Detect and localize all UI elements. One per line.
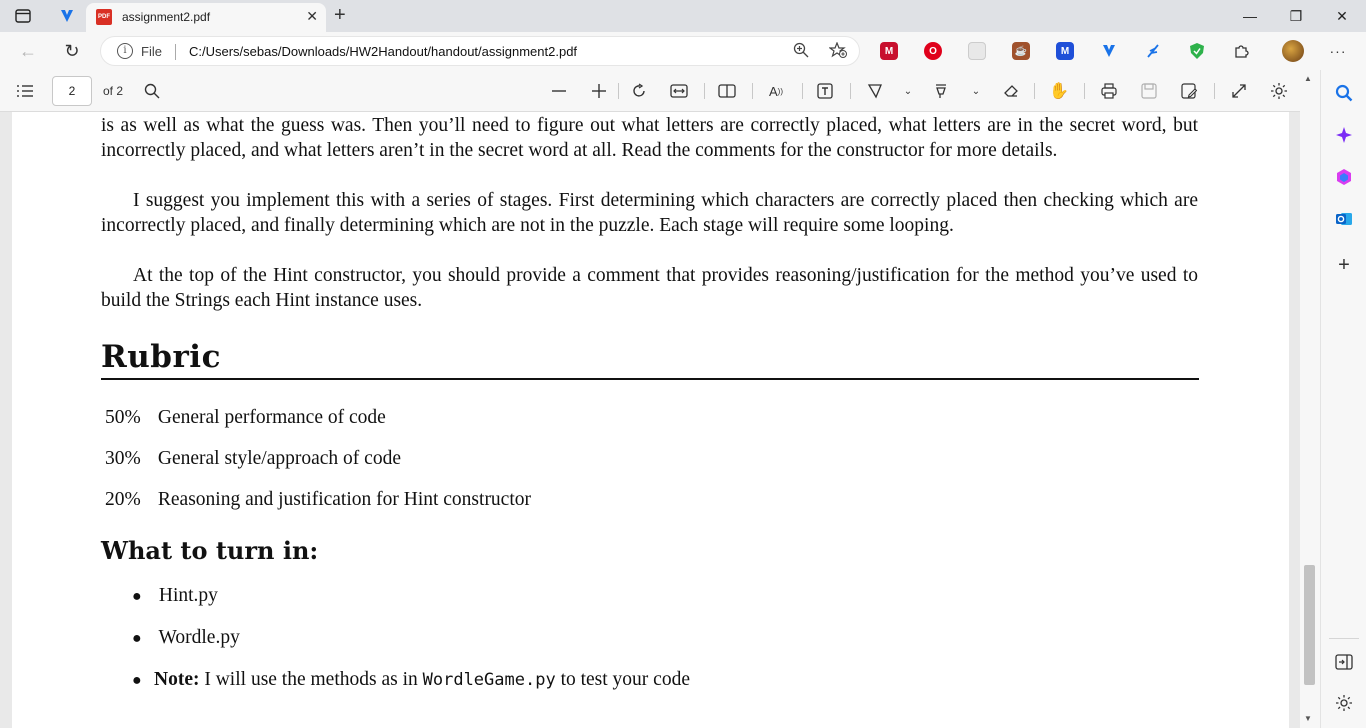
paragraph-2: I suggest you implement this with a series of stages. First determining which characters are correctly placed then checking which are incorrectly placed, and finally determining which are not in the puzzle. Each stage will require some looping. bbox=[101, 190, 1198, 236]
add-sidebar-app-icon[interactable]: + bbox=[1338, 253, 1350, 276]
address-bar[interactable] bbox=[100, 36, 860, 66]
mcafee-extension-icon[interactable]: M bbox=[880, 42, 898, 60]
tab-strip bbox=[0, 0, 1366, 32]
tab-close-icon[interactable]: ✕ bbox=[306, 8, 318, 24]
sidebar-divider bbox=[1329, 638, 1359, 639]
scroll-down-arrow-icon[interactable]: ▼ bbox=[1304, 714, 1312, 723]
close-window-button[interactable]: ✕ bbox=[1336, 8, 1348, 24]
refresh-button[interactable]: ↻ bbox=[64, 40, 80, 61]
paragraph-3: At the top of the Hint constructor, you should provide a comment that provides reasoning/justification for the method you’ve used to build the Strings each Hint instance uses. bbox=[101, 265, 1198, 311]
shield-v-icon bbox=[59, 8, 75, 24]
extension-generic-icon[interactable] bbox=[968, 42, 986, 60]
coffee-extension-icon[interactable]: ☕ bbox=[1012, 42, 1030, 60]
scrollbar-thumb[interactable] bbox=[1304, 565, 1315, 685]
rubric-item bbox=[105, 448, 401, 470]
rubric-item bbox=[105, 407, 386, 429]
page-number-input[interactable]: 2 bbox=[52, 76, 92, 106]
tab-title: assignment2.pdf bbox=[122, 10, 211, 24]
adblock-shield-icon[interactable] bbox=[1188, 42, 1206, 60]
vertical-scrollbar[interactable] bbox=[1300, 70, 1320, 728]
list-item bbox=[132, 585, 218, 607]
add-text-icon[interactable] bbox=[814, 81, 836, 101]
pdf-viewport[interactable] bbox=[0, 112, 1320, 728]
list-item-text: Hint.py bbox=[158, 585, 218, 606]
touch-write-icon: ✋ bbox=[1049, 83, 1069, 100]
page-view-icon[interactable] bbox=[716, 81, 738, 101]
erase-icon[interactable] bbox=[1000, 81, 1022, 101]
toolbar-divider bbox=[850, 83, 851, 99]
info-icon[interactable]: i bbox=[117, 43, 133, 59]
outlook-icon[interactable] bbox=[1333, 208, 1355, 230]
rotate-icon[interactable] bbox=[628, 81, 650, 101]
pdf-page bbox=[12, 112, 1289, 728]
toolbar-divider bbox=[752, 83, 753, 99]
toolbar-divider bbox=[1034, 83, 1035, 99]
scheme-label: File bbox=[141, 44, 162, 59]
pdf-toolbar bbox=[0, 70, 1320, 112]
edge-sidebar bbox=[1320, 70, 1366, 728]
toolbar-divider bbox=[618, 83, 619, 99]
contents-list-icon[interactable] bbox=[14, 81, 36, 101]
bullet-icon: ● bbox=[132, 672, 142, 689]
bullet-icon: ● bbox=[132, 630, 142, 647]
tab-actions-icon bbox=[15, 9, 31, 23]
list-item-note bbox=[132, 669, 690, 691]
address-bar-row bbox=[0, 32, 1366, 70]
rubric-text: General style/approach of code bbox=[157, 448, 401, 469]
rubric-percent: 30% bbox=[105, 448, 141, 469]
toolbar-divider bbox=[1214, 83, 1215, 99]
profile-avatar[interactable] bbox=[1282, 40, 1304, 62]
rubric-heading: Rubric bbox=[101, 339, 221, 375]
active-tab[interactable] bbox=[86, 3, 326, 32]
read-aloud-icon[interactable]: A )) bbox=[769, 83, 783, 99]
note-text-after: to test your code bbox=[555, 669, 690, 690]
settings-gear-icon[interactable] bbox=[1268, 81, 1290, 101]
save-as-icon[interactable] bbox=[1178, 81, 1200, 101]
feather-extension-icon[interactable] bbox=[1144, 42, 1162, 60]
sidebar-settings-gear-icon[interactable] bbox=[1333, 692, 1355, 714]
sidebar-search-icon[interactable] bbox=[1333, 82, 1355, 104]
minimize-button[interactable]: — bbox=[1243, 8, 1257, 24]
rubric-percent: 20% bbox=[105, 489, 141, 510]
note-code: WordleGame.py bbox=[422, 670, 556, 690]
zoom-in-icon[interactable] bbox=[588, 81, 610, 101]
maximize-button[interactable]: ❐ bbox=[1289, 8, 1303, 24]
rubric-item bbox=[105, 489, 531, 511]
print-icon[interactable] bbox=[1098, 81, 1120, 101]
zoom-out-icon[interactable] bbox=[548, 81, 570, 101]
page-count-label: of 2 bbox=[103, 84, 124, 98]
highlight-icon[interactable] bbox=[930, 81, 952, 101]
save-icon bbox=[1138, 81, 1160, 101]
tab-actions-button[interactable] bbox=[10, 4, 36, 28]
list-item-text: Wordle.py bbox=[158, 627, 240, 648]
scroll-up-arrow-icon[interactable]: ▲ bbox=[1304, 74, 1312, 83]
new-tab-button[interactable]: + bbox=[334, 4, 346, 26]
toolbar-divider bbox=[802, 83, 803, 99]
back-button[interactable]: ← bbox=[19, 40, 37, 61]
hide-sidebar-icon[interactable] bbox=[1333, 651, 1355, 673]
paragraph-1: is as well as what the guess was. Then you’ll need to figure out what letters are correctly placed, what letters are in the secret word, but incorrectly placed, and what letters aren’t in the secret word at all. Read the comments for the constructor for more details. bbox=[101, 115, 1198, 161]
note-text-before: I will use the methods as in bbox=[199, 669, 423, 690]
expand-icon[interactable] bbox=[1228, 81, 1250, 101]
highlight-dropdown-chevron-icon[interactable]: ⌄ bbox=[971, 85, 981, 97]
draw-dropdown-chevron-icon[interactable]: ⌄ bbox=[903, 85, 913, 97]
address-divider bbox=[175, 44, 176, 60]
bullet-icon: ● bbox=[132, 588, 142, 605]
fit-width-icon[interactable] bbox=[668, 81, 690, 101]
extensions-puzzle-icon[interactable] bbox=[1232, 42, 1250, 60]
find-search-icon[interactable] bbox=[142, 81, 162, 101]
turn-in-heading: What to turn in: bbox=[101, 536, 319, 565]
copilot-sparkle-icon[interactable] bbox=[1333, 124, 1355, 146]
rubric-percent: 50% bbox=[105, 407, 141, 428]
more-menu-button[interactable]: ··· bbox=[1329, 43, 1347, 59]
list-item bbox=[132, 627, 240, 649]
section-rule bbox=[101, 378, 1199, 380]
url-text[interactable]: C:/Users/sebas/Downloads/HW2Handout/handout/assignment2.pdf bbox=[189, 44, 578, 59]
zoom-icon[interactable] bbox=[793, 42, 809, 62]
microsoft365-icon[interactable] bbox=[1333, 166, 1355, 188]
vpn-extension-button[interactable] bbox=[54, 4, 80, 28]
draw-icon[interactable] bbox=[864, 81, 886, 101]
vpn-v-extension-icon[interactable] bbox=[1100, 42, 1118, 60]
malwarebytes-extension-icon[interactable]: M bbox=[1056, 42, 1074, 60]
add-favorite-icon[interactable] bbox=[829, 42, 847, 62]
rubric-text: Reasoning and justification for Hint constructor bbox=[157, 489, 532, 510]
toolbar-divider bbox=[704, 83, 705, 99]
rubric-text: General performance of code bbox=[157, 407, 386, 428]
pdf-file-icon: PDF bbox=[96, 9, 112, 25]
note-label: Note: bbox=[154, 669, 200, 690]
opera-extension-icon[interactable]: O bbox=[924, 42, 942, 60]
toolbar-divider bbox=[1084, 83, 1085, 99]
